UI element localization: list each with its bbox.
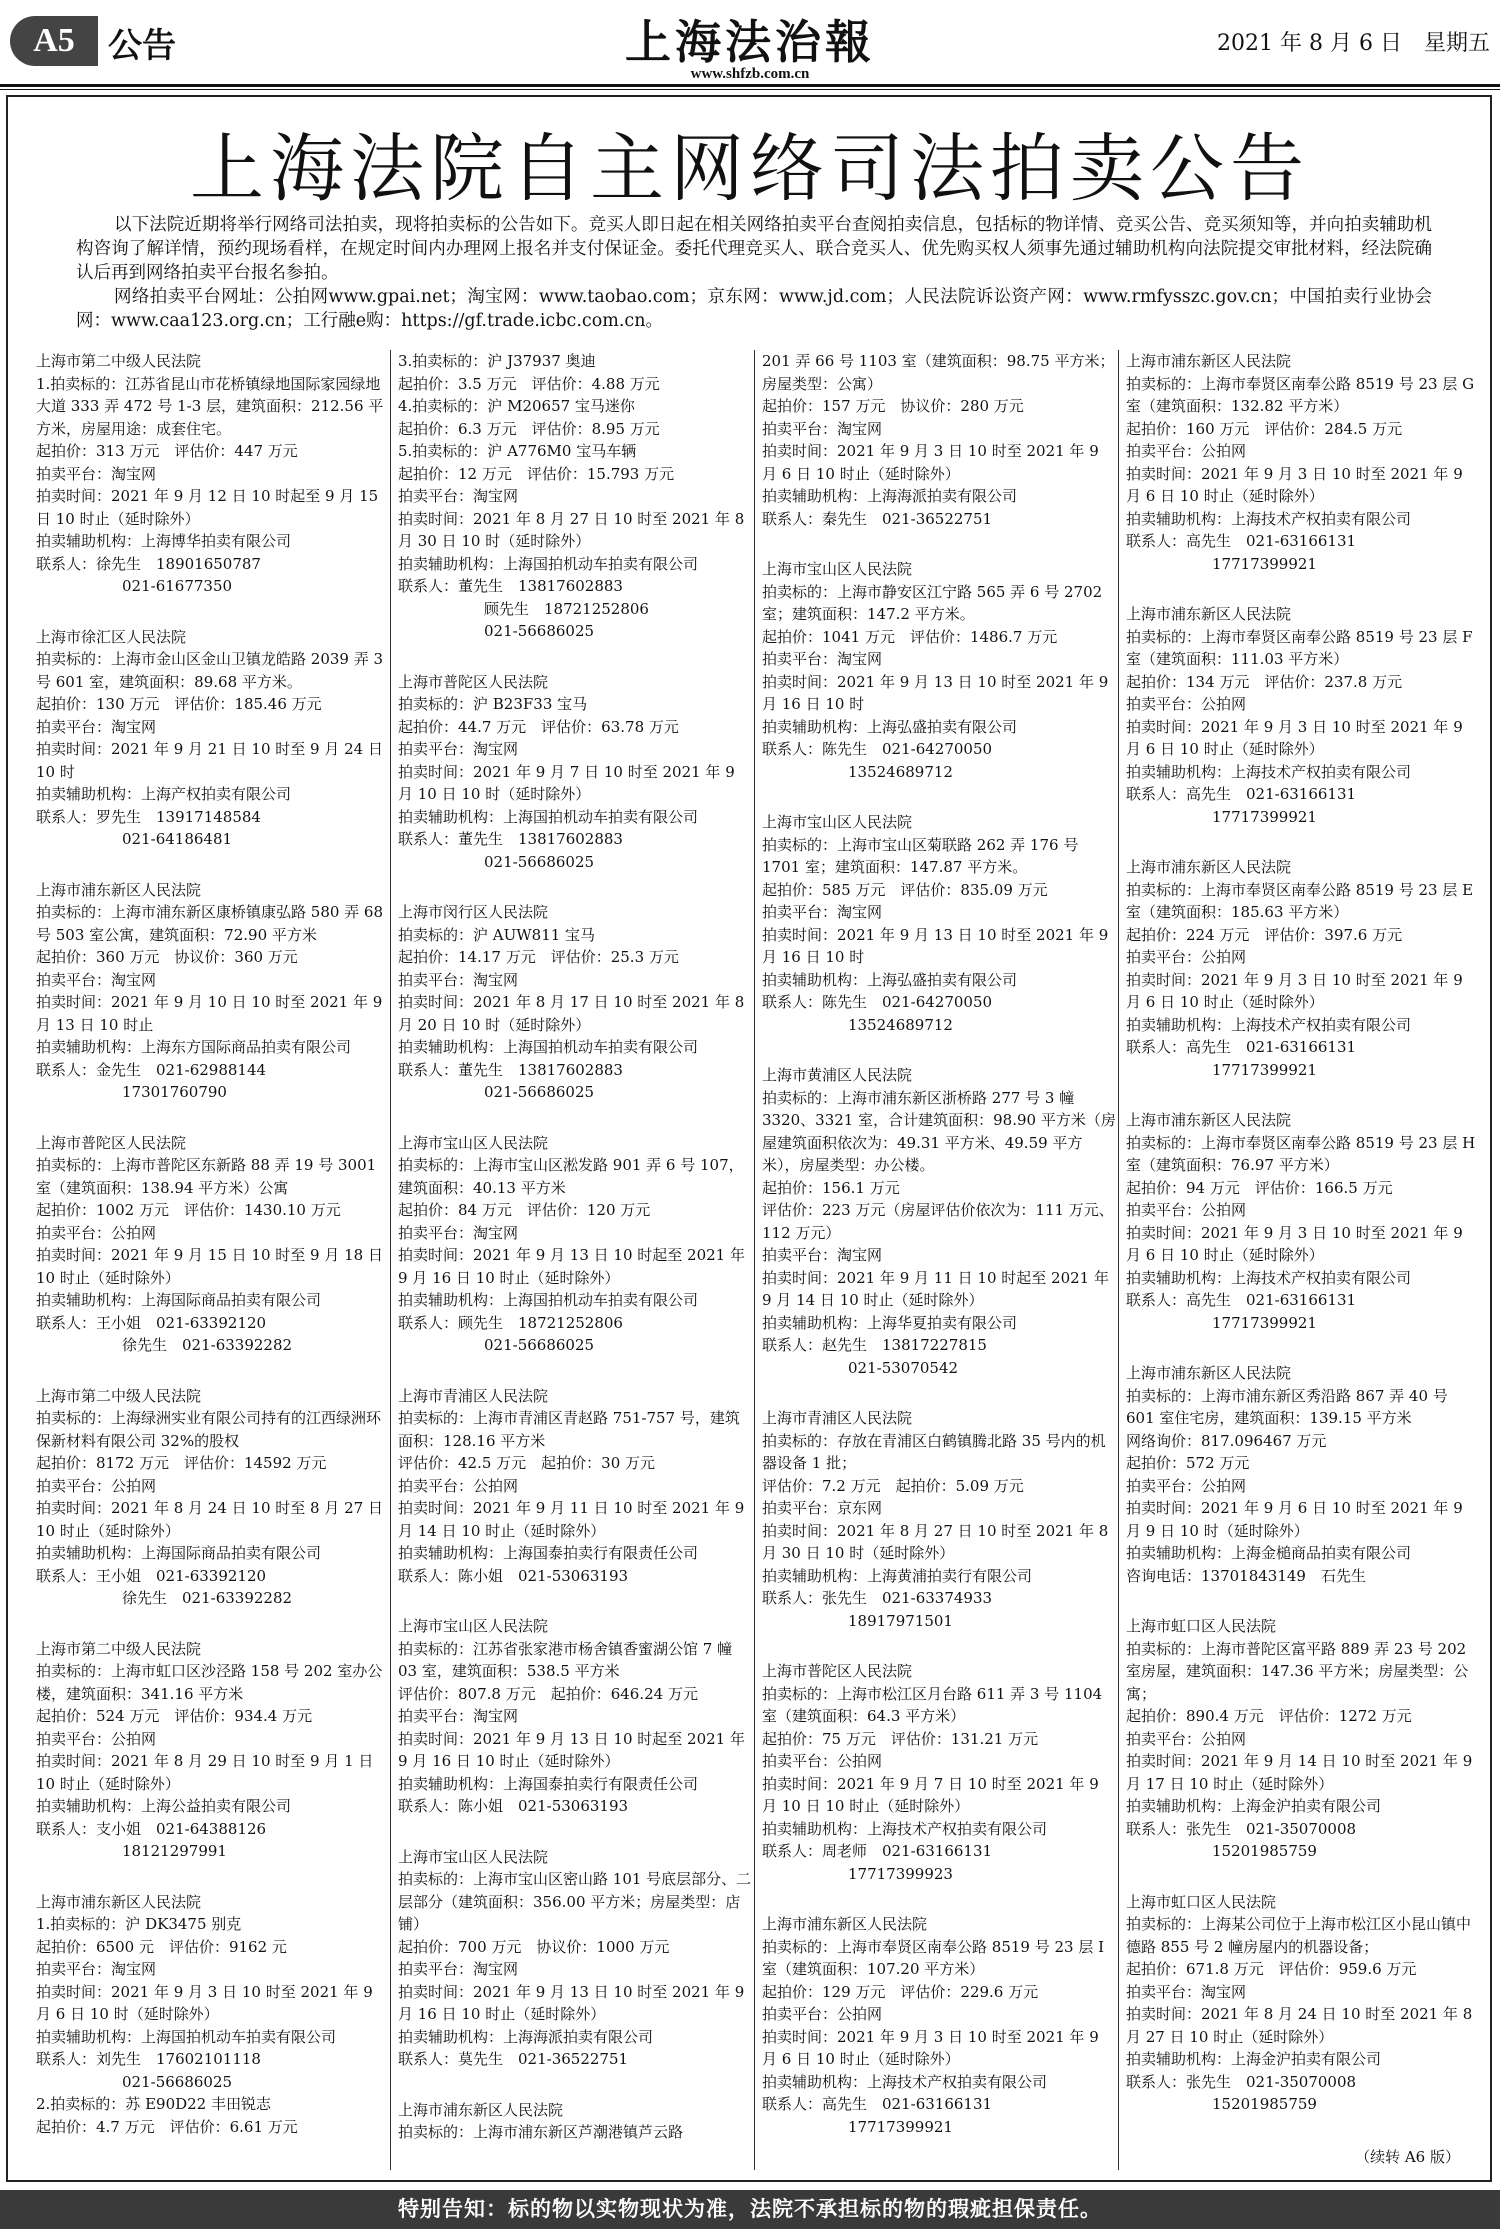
listing-line: 拍卖辅助机构：上海产权拍卖有限公司	[36, 785, 292, 803]
notice-title: 上海法院自主网络司法拍卖公告	[190, 126, 1310, 212]
listing-line: 拍卖辅助机构：上海技术产权拍卖有限公司	[762, 2072, 1048, 2091]
listing-line: 拍卖辅助机构：上海技术产权拍卖有限公司	[1126, 762, 1412, 781]
listing-line: 拍卖标的：上海市奉贤区南奉公路 8519 号 23 层 F 室（建筑面积：111.03 平方米）	[1126, 627, 1473, 668]
court-name: 上海市浦东新区人民法院	[1126, 858, 1292, 876]
listing-line: 拍卖时间：2021 年 9 月 13 日 10 时起至 2021 年 9 月 16 日 10 时止（延时除外）	[398, 1729, 745, 1770]
listing-line: 拍卖辅助机构：上海金沪拍卖有限公司	[1126, 1797, 1382, 1815]
auction-listing	[1126, 1615, 1481, 1863]
listing-line: 联系人：罗先生 13917148584	[36, 807, 261, 826]
auction-listing	[36, 350, 391, 598]
listing-line: 17301760790	[122, 1083, 227, 1101]
listing-line: 拍卖辅助机构：上海华夏拍卖有限公司	[762, 1313, 1018, 1332]
listing-line: 拍卖时间：2021 年 9 月 11 日 10 时起至 2021 年 9 月 14 日 10 时止（延时除外）	[762, 1268, 1109, 1309]
listing-line: 拍卖辅助机构：上海技术产权拍卖有限公司	[1126, 509, 1412, 528]
listing-line: 起拍价：94 万元 评估价：166.5 万元	[1126, 1178, 1393, 1197]
listing-line: 起拍价：12 万元 评估价：15.793 万元	[398, 464, 675, 483]
listing-line: 021-56686025	[484, 1336, 595, 1354]
listing-line: 拍卖时间：2021 年 8 月 24 日 10 时至 8 月 27 日 10 时止（延时除外）	[36, 1499, 383, 1540]
listing-line: 拍卖时间：2021 年 9 月 11 日 10 时至 2021 年 9 月 14 日 10 时止（延时除外）	[398, 1499, 745, 1540]
court-name: 上海市闵行区人民法院	[398, 903, 549, 921]
column-4	[1126, 350, 1481, 2170]
listing-line: 拍卖时间：2021 年 9 月 10 日 10 时至 2021 年 9 月 13 日 10 时止	[36, 993, 383, 1034]
listing-line: 拍卖标的：上海市普陀区东新路 88 弄 19 号 3001 室（建筑面积：138.94 平方米）公寓	[36, 1156, 377, 1197]
listing-line: 拍卖辅助机构：上海国泰拍卖行有限责任公司	[398, 1544, 699, 1562]
listing-line: 拍卖标的：上海市浦东新区秀沿路 867 弄 40 号 601 室住宅房，建筑面积：139.15 平方米	[1126, 1386, 1448, 1427]
column-2	[398, 350, 753, 2170]
listing-line: 拍卖时间：2021 年 8 月 24 日 10 时至 2021 年 8 月 27 日 10 时止（延时除外）	[1126, 2005, 1473, 2046]
listing-line: 拍卖辅助机构：上海弘盛拍卖有限公司	[762, 970, 1018, 989]
listing-line: 拍卖平台：淘宝网	[36, 717, 157, 736]
listing-line: 拍卖平台：公拍网	[1126, 442, 1247, 460]
listing-line: 拍卖标的：上海市宝山区密山路 101 号底层部分、二层部分（建筑面积：356.00 平方米；房屋类型：店铺）	[398, 1870, 752, 1933]
listing-line: 拍卖平台：公拍网	[1126, 948, 1247, 966]
listing-line: 18121297991	[122, 1842, 227, 1860]
listing-line: 拍卖时间：2021 年 9 月 3 日 10 时至 2021 年 9 月 6 日 10 时止（延时除外）	[1126, 1223, 1463, 1264]
court-name: 上海市宝山区人民法院	[398, 1617, 549, 1635]
listing-line: 拍卖时间：2021 年 9 月 7 日 10 时至 2021 年 9 月 10 日 10 时（延时除外）	[398, 762, 735, 803]
column-divider	[1118, 350, 1119, 2170]
listing-line: 拍卖标的：存放在青浦区白鹤镇腾北路 35 号内的机器设备 1 批；	[762, 1431, 1106, 1472]
listing-line: 拍卖平台：京东网	[762, 1499, 883, 1517]
court-name: 上海市浦东新区人民法院	[36, 1892, 202, 1911]
listing-line: 起拍价：4.7 万元 评估价：6.61 万元	[36, 2117, 298, 2136]
auction-listing	[1126, 603, 1481, 828]
listing-line: 起拍价：572 万元	[1126, 1454, 1250, 1472]
auction-listing	[36, 879, 391, 1104]
listing-line: 17717399921	[1212, 807, 1317, 826]
listing-line: 拍卖标的：上海绿洲实业有限公司持有的江西绿洲环保新材料有限公司 32%的股权	[36, 1409, 382, 1450]
listing-line: 拍卖时间：2021 年 9 月 13 日 10 时至 2021 年 9 月 16 日 10 时	[762, 672, 1109, 713]
court-name: 上海市第二中级人民法院	[36, 1386, 202, 1405]
listing-line: 拍卖平台：公拍网	[36, 1729, 157, 1748]
listing-line: 拍卖辅助机构：上海国际商品拍卖有限公司	[36, 1291, 322, 1309]
listing-line: 拍卖标的：上海市浦东新区康桥镇康弘路 580 弄 68 号 503 室公寓，建筑面积：72.90 平方米	[36, 903, 384, 944]
header-rule	[0, 84, 1500, 87]
listing-line: 拍卖时间：2021 年 9 月 7 日 10 时至 2021 年 9 月 10 日 10 时止（延时除外）	[762, 1774, 1099, 1815]
listing-line: 拍卖平台：淘宝网	[398, 970, 519, 989]
listing-line: 起拍价：585 万元 评估价：835.09 万元	[762, 880, 1048, 899]
listing-line: 拍卖平台：淘宝网	[398, 740, 519, 758]
section-label: 公告	[108, 26, 176, 66]
listing-line: 拍卖时间：2021 年 9 月 3 日 10 时至 2021 年 9 月 6 日 10 时止（延时除外）	[762, 2027, 1099, 2068]
listing-line: 拍卖辅助机构：上海国泰拍卖行有限责任公司	[398, 1774, 699, 1793]
auction-listing	[398, 350, 753, 643]
listing-line: 18917971501	[848, 1611, 953, 1630]
footer-notice-bar: 特别告知：标的物以实物现状为准，法院不承担标的物的瑕疵担保责任。	[0, 2190, 1500, 2229]
listing-line: 联系人：王小姐 021-63392120	[36, 1566, 267, 1585]
auction-listing	[398, 2099, 753, 2144]
listing-line: 起拍价：360 万元 协议价：360 万元	[36, 948, 298, 966]
listing-line: 联系人：周老师 021-63166131	[762, 1842, 993, 1860]
listing-line: 起拍价：3.5 万元 评估价：4.88 万元	[398, 374, 660, 393]
listing-line: 联系人：董先生 13817602883	[398, 830, 623, 848]
listing-line: 021-64186481	[122, 830, 233, 848]
listing-line: 拍卖时间：2021 年 9 月 3 日 10 时至 2021 年 9 月 6 日 10 时止（延时除外）	[762, 442, 1099, 483]
newspaper-url[interactable]: www.shfzb.com.cn	[690, 66, 810, 82]
court-name: 上海市宝山区人民法院	[398, 1847, 549, 1866]
listing-line: 联系人：支小姐 021-64388126	[36, 1819, 267, 1838]
listing-line: 起拍价：14.17 万元 评估价：25.3 万元	[398, 948, 679, 966]
listing-line: 评估价：807.8 万元 起拍价：646.24 万元	[398, 1684, 698, 1703]
listing-line: 17717399921	[1212, 1060, 1317, 1079]
listing-line: 拍卖标的：上海市静安区江宁路 565 弄 6 号 2702 室；建筑面积：147.2 平方米。	[762, 582, 1103, 623]
court-name: 上海市第二中级人民法院	[36, 352, 202, 370]
listing-line: 拍卖时间：2021 年 9 月 13 日 10 时至 2021 年 9 月 16 日 10 时	[762, 925, 1109, 966]
listing-line: 网络询价：817.096467 万元	[1126, 1431, 1327, 1450]
listing-line: 拍卖辅助机构：上海国拍机动车拍卖有限公司	[398, 807, 699, 826]
listing-line: 拍卖标的：沪 B23F33 宝马	[398, 695, 588, 713]
listing-line: 联系人：徐先生 18901650787	[36, 554, 261, 573]
listing-line: 联系人：高先生 021-63166131	[1126, 785, 1357, 803]
listing-line: 联系人：王小姐 021-63392120	[36, 1313, 267, 1332]
court-name: 上海市浦东新区人民法院	[36, 880, 202, 899]
listing-line: 拍卖平台：淘宝网	[36, 1960, 157, 1978]
listing-line: 拍卖平台：淘宝网	[762, 1246, 883, 1264]
court-name: 上海市虹口区人民法院	[1126, 1617, 1277, 1635]
auction-listing	[398, 1615, 753, 1818]
listing-line: 拍卖辅助机构：上海东方国际商品拍卖有限公司	[36, 1038, 352, 1056]
platform-list-paragraph: 网络拍卖平台网址：公拍网www.gpai.net；淘宝网：www.taobao.com；京东网：www.jd.com；人民法院诉讼资产网：www.rmfysszc.gov.cn；中国拍卖行业协会网：www.caa123.org.cn；工行融e购：https://gf.trade.icbc.com.cn。	[76, 287, 1432, 331]
listing-line: 15201985759	[1212, 2095, 1317, 2113]
listing-line: 拍卖时间：2021 年 9 月 3 日 10 时至 2021 年 9 月 6 日 10 时止（延时除外）	[1126, 970, 1463, 1011]
listing-line: 拍卖辅助机构：上海金槌商品拍卖有限公司	[1126, 1544, 1412, 1562]
court-name: 上海市黄浦区人民法院	[762, 1066, 913, 1084]
listing-line: 拍卖辅助机构：上海公益拍卖有限公司	[36, 1797, 292, 1815]
notice-intro	[76, 213, 1432, 333]
listing-line: 021-56686025	[484, 852, 595, 871]
listing-line: 拍卖时间：2021 年 9 月 3 日 10 时至 2021 年 9 月 6 日 10 时（延时除外）	[36, 1982, 373, 2023]
listing-line: 拍卖标的：上海某公司位于上海市松江区小昆山镇中德路 855 号 2 幢房屋内的机器设备；	[1126, 1915, 1472, 1956]
listing-line: 拍卖辅助机构：上海国拍机动车拍卖有限公司	[398, 1038, 699, 1056]
listing-line: 评估价：42.5 万元 起拍价：30 万元	[398, 1454, 656, 1472]
column-divider	[390, 350, 391, 2170]
listing-line: 201 弄 66 号 1103 室（建筑面积：98.75 平方米；房屋类型：公寓）	[762, 352, 1115, 393]
listing-line: 拍卖平台：淘宝网	[762, 419, 883, 438]
court-name: 上海市普陀区人民法院	[762, 1662, 913, 1680]
auction-listing	[398, 901, 753, 1104]
listing-line: 拍卖辅助机构：上海国拍机动车拍卖有限公司	[398, 1291, 699, 1309]
listing-line: 拍卖标的：上海市浦东新区浙桥路 277 号 3 幢 3320、3321 室，合计建筑面积：98.90 平方米（房屋建筑面积依次为：49.31 平方米、49.59 平方米），房屋类型：办公楼。	[762, 1088, 1116, 1174]
auction-listing	[762, 1913, 1117, 2138]
listing-line: 拍卖标的：上海市青浦区青赵路 751-757 号，建筑面积：128.16 平方米	[398, 1409, 740, 1450]
auction-listing	[1126, 350, 1481, 575]
listing-line: 拍卖时间：2021 年 9 月 13 日 10 时起至 2021 年 9 月 16 日 10 时止（延时除外）	[398, 1246, 745, 1287]
court-name: 上海市普陀区人民法院	[398, 672, 549, 691]
listing-line: 17717399921	[1212, 554, 1317, 573]
listing-line: 3.拍卖标的：沪 J37937 奥迪	[398, 352, 596, 370]
court-name: 上海市青浦区人民法院	[762, 1409, 913, 1427]
court-name: 上海市浦东新区人民法院	[1126, 1364, 1292, 1382]
auction-listing	[36, 1891, 391, 2139]
listing-line: 联系人：陈小姐 021-53063193	[398, 1566, 629, 1585]
listing-line: 联系人：高先生 021-63166131	[1126, 1038, 1357, 1056]
auction-listing	[762, 1064, 1117, 1379]
court-name: 上海市宝山区人民法院	[398, 1133, 549, 1152]
listing-line: 拍卖辅助机构：上海弘盛拍卖有限公司	[762, 717, 1018, 736]
listing-line: 拍卖辅助机构：上海海派拍卖有限公司	[762, 487, 1018, 505]
court-name: 上海市普陀区人民法院	[36, 1133, 187, 1152]
listing-line: 联系人：高先生 021-63166131	[1126, 532, 1357, 550]
listing-line: 拍卖标的：上海市松江区月台路 611 弄 3 号 1104 室（建筑面积：64.3 平方米）	[762, 1684, 1103, 1725]
listing-line: 拍卖平台：公拍网	[36, 1223, 157, 1242]
listing-line: 5.拍卖标的：沪 A776M0 宝马车辆	[398, 442, 637, 460]
listing-line: 4.拍卖标的：沪 M20657 宝马迷你	[398, 397, 635, 415]
masthead	[0, 0, 1500, 92]
listing-line: 联系人：莫先生 021-36522751	[398, 2050, 629, 2068]
auction-listing	[398, 1385, 753, 1588]
listing-line: 2.拍卖标的：苏 E90D22 丰田锐志	[36, 2095, 271, 2113]
listing-line: 起拍价：160 万元 评估价：284.5 万元	[1126, 419, 1403, 438]
auction-listing	[36, 626, 391, 851]
auction-listing	[762, 811, 1117, 1036]
listing-line: 拍卖时间：2021 年 8 月 27 日 10 时至 2021 年 8 月 30 日 10 时（延时除外）	[398, 509, 745, 550]
listing-line: 拍卖时间：2021 年 8 月 29 日 10 时至 9 月 1 日 10 时止（延时除外）	[36, 1752, 374, 1793]
listing-line: 拍卖辅助机构：上海黄浦拍卖行有限公司	[762, 1566, 1033, 1585]
listing-line: 起拍价：313 万元 评估价：447 万元	[36, 442, 298, 460]
issue-date: 2021 年 8 月 6 日 星期五	[1217, 31, 1490, 56]
court-name: 上海市宝山区人民法院	[762, 813, 913, 831]
listing-line: 拍卖平台：公拍网	[1126, 1729, 1247, 1748]
listing-line: 起拍价：6.3 万元 评估价：8.95 万元	[398, 419, 660, 438]
listing-line: 联系人：秦先生 021-36522751	[762, 509, 993, 528]
listing-line: 拍卖时间：2021 年 9 月 12 日 10 时起至 9 月 15 日 10 时止（延时除外）	[36, 487, 379, 528]
listing-line: 拍卖标的：上海市奉贤区南奉公路 8519 号 23 层 G 室（建筑面积：132.82 平方米）	[1126, 374, 1475, 415]
listing-line: 拍卖辅助机构：上海海派拍卖有限公司	[398, 2027, 654, 2046]
listing-line: 徐先生 021-63392282	[122, 1589, 293, 1607]
listing-line: 拍卖平台：淘宝网	[398, 1223, 519, 1242]
auction-listing	[1126, 1109, 1481, 1334]
listing-line: 拍卖平台：公拍网	[36, 1476, 157, 1495]
listing-line: 拍卖时间：2021 年 9 月 15 日 10 时至 9 月 18 日 10 时止（延时除外）	[36, 1246, 383, 1287]
listing-line: 021-53070542	[848, 1358, 959, 1377]
listing-line: 13524689712	[848, 1015, 953, 1034]
listing-line: 拍卖平台：公拍网	[1126, 1201, 1247, 1219]
court-name: 上海市虹口区人民法院	[1126, 1892, 1277, 1911]
listing-line: 拍卖时间：2021 年 9 月 3 日 10 时至 2021 年 9 月 6 日 10 时止（延时除外）	[1126, 464, 1463, 505]
listing-line: 15201985759	[1212, 1842, 1317, 1860]
listing-line: 1.拍卖标的：沪 DK3475 别克	[36, 1915, 242, 1933]
auction-listing	[36, 1385, 391, 1610]
listing-line: 起拍价：224 万元 评估价：397.6 万元	[1126, 925, 1403, 944]
auction-listing	[762, 558, 1117, 783]
auction-listing	[36, 1638, 391, 1863]
listing-line: 拍卖标的：沪 AUW811 宝马	[398, 925, 596, 944]
listing-line: 联系人：董先生 13817602883	[398, 1060, 623, 1079]
listing-line: 起拍价：671.8 万元 评估价：959.6 万元	[1126, 1960, 1417, 1978]
listing-line: 拍卖平台：淘宝网	[762, 903, 883, 921]
listing-line: 联系人：赵先生 13817227815	[762, 1336, 987, 1354]
listing-line: 拍卖标的：上海市普陀区富平路 889 弄 23 号 202 室房屋，建筑面积：147.36 平方米；房屋类型：公寓；	[1126, 1639, 1469, 1703]
listing-line: 13524689712	[848, 762, 953, 781]
listing-line: 顾先生 18721252806	[484, 599, 649, 618]
listing-line: 联系人：董先生 13817602883	[398, 577, 623, 595]
newspaper-logo: 上海法治報	[625, 15, 875, 69]
listing-line: 021-56686025	[484, 622, 595, 640]
listing-line: 联系人：顾先生 18721252806	[398, 1313, 623, 1332]
listing-line: 拍卖标的：江苏省张家港市杨舍镇香蜜湖公馆 7 幢 03 室，建筑面积：538.5 平方米	[398, 1639, 733, 1680]
listing-line: 拍卖辅助机构：上海技术产权拍卖有限公司	[762, 1819, 1048, 1838]
court-name: 上海市浦东新区人民法院	[1126, 1111, 1292, 1129]
listing-line: 起拍价：75 万元 评估价：131.21 万元	[762, 1729, 1039, 1748]
listing-line: 拍卖辅助机构：上海技术产权拍卖有限公司	[1126, 1268, 1412, 1287]
listing-line: 021-56686025	[122, 2072, 233, 2091]
listing-line: 拍卖标的：上海市奉贤区南奉公路 8519 号 23 层 H 室（建筑面积：76.97 平方米）	[1126, 1133, 1476, 1174]
listing-line: 拍卖辅助机构：上海国际商品拍卖有限公司	[36, 1544, 322, 1562]
listing-line: 联系人：张先生 021-63374933	[762, 1589, 993, 1607]
listing-line: 联系人：陈先生 021-64270050	[762, 740, 993, 758]
listing-line: 拍卖平台：淘宝网	[762, 650, 883, 668]
page-number-badge: A5	[10, 16, 98, 66]
continued-note: （续转 A6 版）	[1355, 2148, 1460, 2166]
listing-line: 起拍价：44.7 万元 评估价：63.78 万元	[398, 717, 679, 736]
court-name: 上海市浦东新区人民法院	[762, 1915, 928, 1933]
auction-listing	[398, 671, 753, 874]
listing-line: 评估价：223 万元（房屋评估价依次为：111 万元、112 万元）	[762, 1201, 1114, 1242]
auction-listing	[762, 1660, 1117, 1885]
header-rule-thin	[0, 89, 1500, 90]
listing-line: 拍卖标的：上海市奉贤区南奉公路 8519 号 23 层 E 室（建筑面积：185.63 平方米）	[1126, 880, 1474, 921]
listing-line: 17717399921	[848, 2117, 953, 2136]
listing-line: 起拍价：700 万元 协议价：1000 万元	[398, 1937, 670, 1956]
auction-listing	[398, 1846, 753, 2071]
listing-line: 起拍价：8172 万元 评估价：14592 万元	[36, 1454, 327, 1472]
listing-line: 评估价：7.2 万元 起拍价：5.09 万元	[762, 1476, 1024, 1495]
listing-line: 17717399921	[1212, 1313, 1317, 1332]
listing-line: 拍卖时间：2021 年 8 月 27 日 10 时至 2021 年 8 月 30 日 10 时（延时除外）	[762, 1521, 1109, 1562]
court-name: 上海市第二中级人民法院	[36, 1639, 202, 1658]
court-name: 上海市浦东新区人民法院	[1126, 605, 1292, 623]
listing-line: 拍卖平台：淘宝网	[1126, 1982, 1247, 2001]
listing-line: 起拍价：1041 万元 评估价：1486.7 万元	[762, 627, 1058, 646]
listing-line: 拍卖时间：2021 年 8 月 17 日 10 时至 2021 年 8 月 20 日 10 时（延时除外）	[398, 993, 745, 1034]
listing-line: 起拍价：524 万元 评估价：934.4 万元	[36, 1707, 313, 1725]
listing-line: 咨询电话：13701843149 石先生	[1126, 1566, 1366, 1585]
listing-line: 联系人：高先生 021-63166131	[1126, 1291, 1357, 1309]
listing-line: 拍卖平台：公拍网	[762, 1752, 883, 1770]
court-name: 上海市浦东新区人民法院	[398, 2100, 564, 2119]
listing-line: 拍卖平台：淘宝网	[398, 487, 519, 505]
listing-line: 拍卖时间：2021 年 9 月 14 日 10 时至 2021 年 9 月 17 日 10 时止（延时除外）	[1126, 1752, 1473, 1793]
listing-line: 021-61677350	[122, 577, 233, 595]
listing-line: 联系人：高先生 021-63166131	[762, 2095, 993, 2113]
auction-listing	[1126, 856, 1481, 1081]
intro-paragraph: 以下法院近期将举行网络司法拍卖，现将拍卖标的公告如下。竞买人即日起在相关网络拍卖平台查阅拍卖信息，包括标的物详情、竞买公告、竞买须知等，并向拍卖辅助机构咨询了解详情，预约现场看样，在规定时间内办理网上报名并支付保证金。委托代理竞买人、联合竞买人、优先购买权人须事先通过辅助机构向法院提交审批材料，经法院确认后再到网络拍卖平台报名参拍。	[76, 215, 1432, 283]
auction-listing	[762, 350, 1117, 530]
listing-line: 拍卖平台：公拍网	[1126, 695, 1247, 713]
column-3	[762, 350, 1117, 2170]
court-name: 上海市徐汇区人民法院	[36, 627, 187, 646]
listing-line: 联系人：金先生 021-62988144	[36, 1060, 267, 1079]
listing-line: 拍卖时间：2021 年 9 月 21 日 10 时至 9 月 24 日 10 时	[36, 740, 383, 781]
listing-line: 拍卖平台：淘宝网	[398, 1707, 519, 1725]
listing-line: 拍卖标的：上海市宝山区淞发路 901 弄 6 号 107，建筑面积：40.13 平方米	[398, 1156, 744, 1197]
listing-line: 拍卖辅助机构：上海金沪拍卖有限公司	[1126, 2050, 1382, 2068]
column-divider	[754, 350, 755, 2170]
listing-line: 拍卖时间：2021 年 9 月 13 日 10 时至 2021 年 9 月 16 日 10 时止（延时除外）	[398, 1982, 745, 2023]
auction-listing	[762, 1407, 1117, 1632]
listing-line: 拍卖辅助机构：上海国拍机动车拍卖有限公司	[398, 554, 699, 573]
listing-line: 拍卖平台：淘宝网	[36, 464, 157, 483]
listing-line: 拍卖时间：2021 年 9 月 6 日 10 时至 2021 年 9 月 9 日 10 时（延时除外）	[1126, 1499, 1463, 1540]
listing-line: 021-56686025	[484, 1083, 595, 1101]
listing-line: 徐先生 021-63392282	[122, 1336, 293, 1354]
court-name: 上海市宝山区人民法院	[762, 560, 913, 578]
listing-line: 拍卖标的：上海市宝山区菊联路 262 弄 176 号 1701 室；建筑面积：147.87 平方米。	[762, 835, 1079, 876]
listing-line: 起拍价：156.1 万元	[762, 1178, 900, 1197]
listing-line: 起拍价：157 万元 协议价：280 万元	[762, 397, 1024, 415]
listing-line: 起拍价：130 万元 评估价：185.46 万元	[36, 695, 322, 713]
listing-line: 拍卖平台：公拍网	[1126, 1476, 1247, 1495]
listing-line: 拍卖标的：上海市金山区金山卫镇龙皓路 2039 弄 3 号 601 室，建筑面积：89.68 平方米。	[36, 650, 384, 691]
listing-line: 拍卖平台：淘宝网	[36, 970, 157, 989]
listing-line: 拍卖标的：上海市虹口区沙泾路 158 号 202 室办公楼，建筑面积：341.16 平方米	[36, 1662, 383, 1703]
listing-line: 联系人：张先生 021-35070008	[1126, 2072, 1357, 2091]
listing-line: 拍卖平台：公拍网	[398, 1476, 519, 1495]
listing-line: 起拍价：84 万元 评估价：120 万元	[398, 1201, 651, 1219]
auction-listing	[1126, 1362, 1481, 1587]
listing-line: 联系人：刘先生 17602101118	[36, 2050, 261, 2068]
listing-line: 17717399923	[848, 1864, 953, 1883]
auction-listing	[36, 1132, 391, 1357]
listing-line: 起拍价：129 万元 评估价：229.6 万元	[762, 1982, 1039, 2001]
listing-line: 拍卖辅助机构：上海技术产权拍卖有限公司	[1126, 1015, 1412, 1034]
listing-line: 拍卖平台：淘宝网	[398, 1960, 519, 1978]
auction-listing	[398, 1132, 753, 1357]
auction-listing	[1126, 1891, 1481, 2116]
listing-line: 拍卖辅助机构：上海国拍机动车拍卖有限公司	[36, 2027, 337, 2046]
listing-line: 联系人：张先生 021-35070008	[1126, 1819, 1357, 1838]
listing-line: 起拍价：6500 元 评估价：9162 元	[36, 1937, 287, 1956]
listing-line: 1.拍卖标的：江苏省昆山市花桥镇绿地国际家园绿地大道 333 弄 472 号 1-3 层，建筑面积：212.56 平方米，房屋用途：成套住宅。	[36, 374, 384, 438]
listing-line: 拍卖平台：公拍网	[762, 2005, 883, 2023]
listing-line: 拍卖标的：上海市浦东新区芦潮港镇芦云路	[398, 2123, 684, 2141]
court-name: 上海市青浦区人民法院	[398, 1386, 549, 1405]
court-name: 上海市浦东新区人民法院	[1126, 352, 1292, 370]
listing-line: 起拍价：890.4 万元 评估价：1272 万元	[1126, 1707, 1412, 1725]
listing-line: 起拍价：134 万元 评估价：237.8 万元	[1126, 672, 1403, 691]
column-1	[36, 350, 391, 2170]
listing-line: 联系人：陈先生 021-64270050	[762, 993, 993, 1011]
listing-line: 拍卖标的：上海市奉贤区南奉公路 8519 号 23 层 I 室（建筑面积：107.20 平方米）	[762, 1937, 1105, 1978]
listing-line: 拍卖辅助机构：上海博华拍卖有限公司	[36, 532, 292, 550]
listing-line: 起拍价：1002 万元 评估价：1430.10 万元	[36, 1201, 341, 1219]
listing-line: 联系人：陈小姐 021-53063193	[398, 1797, 629, 1815]
listing-line: 拍卖时间：2021 年 9 月 3 日 10 时至 2021 年 9 月 6 日 10 时止（延时除外）	[1126, 717, 1463, 758]
